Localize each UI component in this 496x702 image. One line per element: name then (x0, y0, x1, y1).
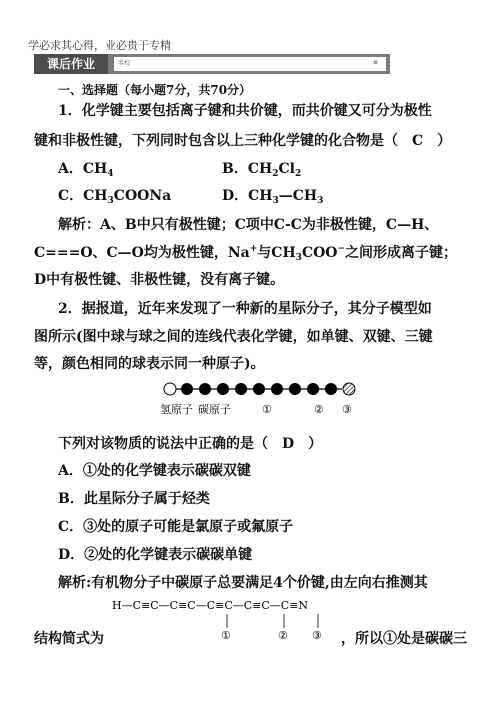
carbon-atom (199, 383, 211, 395)
struct-mark-3: ③ (312, 629, 322, 642)
q2-line2: 图所示(图中球与球之间的连线代表化学键，如单键、双键、三键 (34, 329, 433, 345)
section-band (34, 54, 390, 74)
q2-explanation-1: 解析:有机物分子中碳原子总要满足4个价键,由左向右推测其 (58, 575, 428, 591)
label-hydrogen: 氢原子 (160, 403, 193, 416)
q2-explanation-2a: 结构简式为 (34, 631, 104, 647)
q2-line1: 2．据报道，近年来发现了一种新的星际分子，其分子模型如 (58, 301, 432, 317)
q2-option-c: C．③处的原子可能是氯原子或氟原子 (58, 519, 294, 535)
molecule-diagram (160, 380, 360, 420)
q1-explanation-1: 解析：A、B中只有极性键；C项中C-C为非极性键，C—H、 (58, 217, 439, 233)
q1-option-b: B．$CH_2Cl_2$ (222, 161, 302, 179)
q2-option-d: D．②处的化学键表示碳碳单键 (58, 547, 253, 563)
label-carbon: 碳原子 (198, 403, 231, 416)
struct-mark-1: ① (221, 629, 231, 642)
q1-option-d: D．$CH_3—CH_3$ (222, 188, 324, 206)
band-tag: 名校 (118, 60, 131, 67)
carbon-atom (307, 383, 319, 395)
q2-option-a: A．①处的化学键表示碳碳双键 (58, 463, 251, 479)
mark-2: ② (314, 403, 324, 416)
q1-option-a: A．$CH_4$ (58, 161, 114, 179)
carbon-atom (235, 383, 247, 395)
mark-3: ③ (342, 403, 352, 416)
section-title: 一、选择题（每小题7分，共70分） (58, 83, 252, 97)
carbon-atom (325, 383, 337, 395)
q2-stem: 下列对该物质的说法中正确的是（ D ） (58, 436, 323, 452)
band-marker: ▪ (373, 58, 378, 66)
q2-line3: 等，颜色相同的球表示同一种原子)。 (34, 356, 265, 372)
q1-explanation-2: C===O、C—O均为极性键，Na+与$CH_3COO^-$之间形成离子键； (34, 244, 458, 263)
q1-option-c: C．$CH_3COONa$ (58, 188, 172, 206)
carbon-atom (217, 383, 229, 395)
carbon-atom (271, 383, 283, 395)
structure-chain: H—C≡C—C≡C—C≡C—C≡C—C≡N (112, 599, 309, 612)
carbon-atom (289, 383, 301, 395)
q2-option-b: B．此星际分子属于烃类 (58, 491, 210, 507)
struct-mark-2: ② (278, 629, 288, 642)
band-inner (114, 57, 386, 71)
page-header-note: 学必求其心得，业必贵于专精 (28, 39, 171, 52)
mark-1: ① (262, 403, 272, 416)
q1-line1: 1．化学键主要包括离子键和共价键，而共价键又可分为极性 (58, 103, 432, 119)
structure-formula (112, 594, 342, 642)
third-atom (343, 383, 355, 395)
band-title: 课后作业 (34, 54, 108, 74)
q1-line2: 键和非极性键，下列同时包含以上三种化学键的化合物是（ C ） (34, 133, 452, 149)
carbon-atom (181, 383, 193, 395)
q2-explanation-2b: ，所以①处是碳碳三 (341, 631, 467, 647)
q1-explanation-3: D中有极性键、非极性键，没有离子键。 (34, 272, 285, 288)
hydrogen-atom (164, 383, 176, 395)
carbon-atom (253, 383, 265, 395)
